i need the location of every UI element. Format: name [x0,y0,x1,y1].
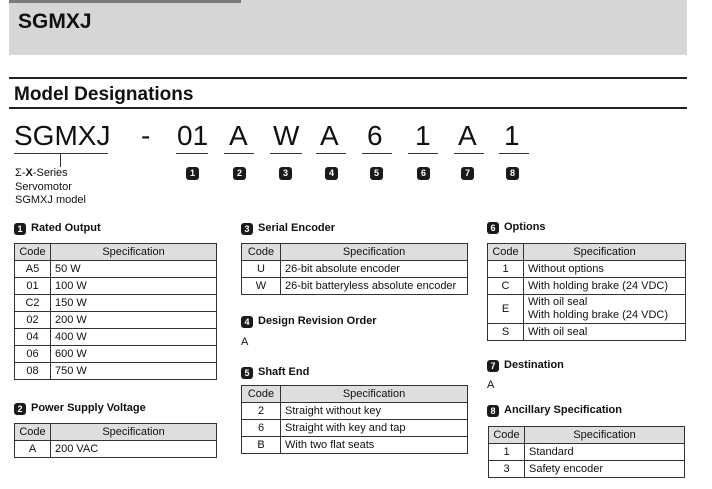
table-row: B With two flat seats [242,437,468,454]
number-badge: 8 [487,405,499,417]
field-number-2: 2 [233,167,246,180]
model-field-6-underline [408,153,438,154]
col-code: Code [489,427,525,444]
number-badge: 6 [487,222,499,234]
table-header-row [242,386,468,403]
field-number-4: 4 [325,167,338,180]
table-row: W 26-bit batteryless absolute encoder [242,278,468,295]
model-field-7: A [458,120,477,151]
table-header-row [15,244,217,261]
model-dash: - [141,120,151,151]
table-row: 02 200 W [15,312,217,329]
destination-heading: 7 Destination [487,359,564,372]
col-code: Code [242,244,281,261]
series-line-2: Servomotor [15,180,72,193]
number-badge: 2 [14,403,26,415]
rated-output-table [14,243,217,380]
section-title: Model Designations [14,84,194,105]
model-field-2: A [229,120,248,151]
col-spec: Specification [51,424,217,441]
table-row: 3 Safety encoder [489,461,685,478]
col-code: Code [15,424,51,441]
col-spec: Specification [281,386,468,403]
page-title: SGMXJ [18,10,92,33]
field-number-1: 1 [186,167,199,180]
col-code: Code [15,244,51,261]
col-spec: Specification [524,244,686,261]
series-line-3: SGMXJ model [15,194,86,206]
col-spec: Specification [525,427,685,444]
options-table [487,243,686,341]
number-badge: 1 [14,223,26,235]
col-code: Code [242,386,281,403]
table-header-row [488,244,686,261]
table-row: 1 Without options [488,261,686,278]
model-field-8-underline [499,153,529,154]
model-field-2-underline [224,153,254,154]
table-row: 06 600 W [15,346,217,363]
series-description [15,167,86,208]
table-row: U 26-bit absolute encoder [242,261,468,278]
power-supply-table [14,423,217,458]
model-field-3-underline [270,153,302,154]
table-row: A 200 VAC [15,441,217,458]
model-field-5-underline [362,153,392,154]
ancillary-table [488,426,685,478]
model-field-5: 6 [367,120,383,151]
rated-output-heading: 1 Rated Output [14,222,101,235]
table-row: C2 150 W [15,295,217,312]
number-badge: 7 [487,360,499,372]
serial-encoder-heading: 3 Serial Encoder [241,222,335,235]
table-header-row [15,424,217,441]
series-line-1: Σ-X-Series [15,167,68,179]
col-spec: Specification [51,244,217,261]
model-field-3: W [273,120,300,151]
table-row: 2 Straight without key [242,403,468,420]
model-field-1: 01 [177,120,209,151]
col-spec: Specification [281,244,468,261]
number-badge: 4 [241,316,253,328]
section-bottom-rule [9,107,687,109]
shaft-end-heading: 5 Shaft End [241,366,309,379]
options-heading: 6 Options [487,221,546,234]
ancillary-heading: 8 Ancillary Specification [487,404,622,417]
field-number-8: 8 [506,167,519,180]
serial-encoder-table [241,243,468,295]
model-series: SGMXJ [14,120,111,151]
model-field-6: 1 [415,120,431,151]
number-badge: 3 [241,223,253,235]
table-row: S With oil seal [488,324,686,341]
table-row: 1 Standard [489,444,685,461]
table-row: E With oil seal With holding brake (24 VDC) [488,295,686,324]
table-header-row [489,427,685,444]
model-field-7-underline [454,153,484,154]
col-code: Code [488,244,524,261]
power-supply-heading: 2 Power Supply Voltage [14,402,146,415]
table-row: 6 Straight with key and tap [242,420,468,437]
design-revision-heading: 4 Design Revision Order [241,315,377,328]
field-number-6: 6 [417,167,430,180]
destination-value: A [487,379,495,391]
header-tab-strip [9,0,241,3]
model-series-underline [14,153,108,154]
field-number-5: 5 [370,167,383,180]
model-field-8: 1 [504,120,520,151]
model-series-tick [60,153,61,167]
field-number-3: 3 [279,167,292,180]
shaft-end-table [241,385,468,454]
table-row: 01 100 W [15,278,217,295]
model-field-1-underline [176,153,208,154]
design-revision-value: A [241,336,249,348]
table-row: 08 750 W [15,363,217,380]
model-field-4-underline [316,153,346,154]
table-header-row [242,244,468,261]
field-number-7: 7 [461,167,474,180]
table-row: C With holding brake (24 VDC) [488,278,686,295]
table-row: A5 50 W [15,261,217,278]
model-field-4: A [320,120,339,151]
number-badge: 5 [241,367,253,379]
header-banner [9,0,687,55]
section-top-rule [9,77,687,79]
table-row: 04 400 W [15,329,217,346]
